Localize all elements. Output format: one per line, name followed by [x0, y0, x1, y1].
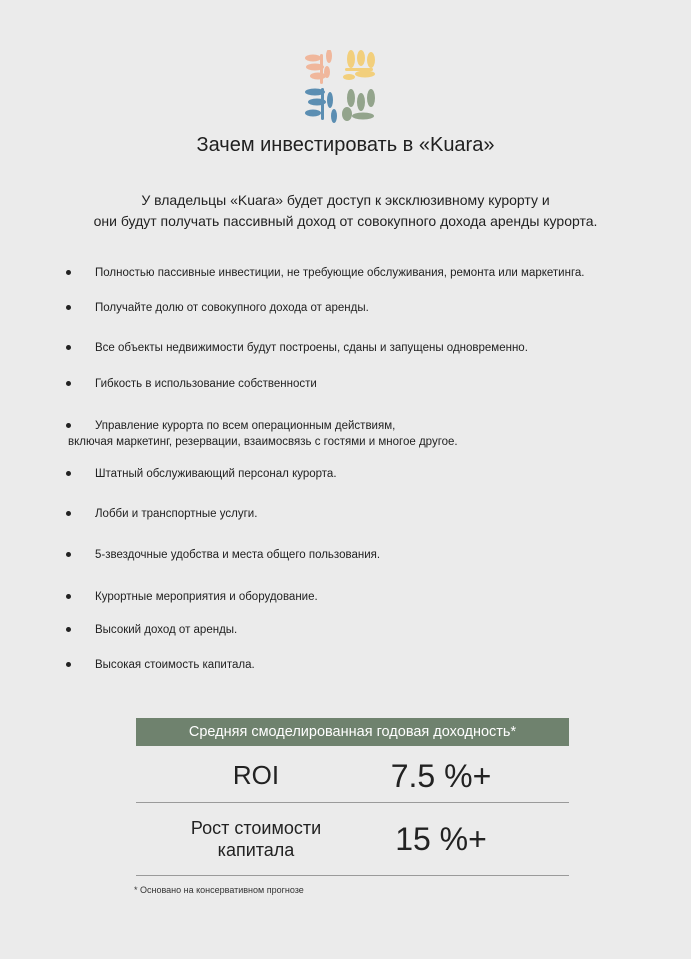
bullet-dot-icon — [66, 423, 71, 428]
capital-growth-label — [136, 817, 376, 861]
intro-text — [0, 190, 691, 232]
bullet-dot-icon — [66, 627, 71, 632]
kuara-logo-icon — [305, 50, 377, 124]
bullet-dot-icon — [66, 345, 71, 350]
bullet-dot-icon — [66, 552, 71, 557]
list-item-text — [68, 418, 458, 450]
intro-line-2: они будут получать пассивный доход от совокупного дохода аренды курорта. — [93, 213, 598, 229]
list-item-text-line-2: включая маркетинг, резервации, взаимосвязь с гостями и многое другое. — [68, 436, 458, 448]
list-item-text: Лобби и транспортные услуги. — [95, 508, 258, 520]
list-item-text: Штатный обслуживающий персонал курорта. — [95, 468, 337, 480]
list-item-text: Высокий доход от аренды. — [95, 624, 238, 636]
list-item-text: Гибкость в использование собственности — [95, 378, 317, 390]
returns-table — [136, 718, 569, 876]
intro-prefix: У владельцы — [141, 192, 231, 208]
capital-growth-value: 15 %+ — [395, 821, 487, 857]
bullet-dot-icon — [66, 305, 71, 310]
roi-value: 7.5 %+ — [390, 758, 492, 794]
intro-brand: «Kuara» — [230, 192, 284, 208]
intro-line-1-suffix: будет доступ к эксклюзивному курорту и — [283, 192, 550, 208]
list-item-text: 5-звездочные удобства и места общего пользования. — [95, 549, 381, 561]
intro-line-1 — [0, 190, 691, 211]
bullet-dot-icon — [66, 381, 71, 386]
list-item-text: Курортные мероприятия и оборудование. — [95, 591, 318, 603]
table-row-capital-growth — [136, 803, 569, 876]
list-item-text: Полностью пассивные инвестиции, не требующие обслуживания, ремонта или маркетинга. — [95, 267, 585, 279]
table-row-roi — [136, 746, 569, 803]
bullet-dot-icon — [66, 662, 71, 667]
bullet-dot-icon — [66, 270, 71, 275]
list-item-text: Все объекты недвижимости будут построены, сданы и запущены одновременно. — [95, 342, 528, 354]
list-item-text-line-1: Управление курорта по всем операционным действиям, — [95, 420, 396, 432]
bullet-dot-icon — [66, 511, 71, 516]
bullet-dot-icon — [66, 594, 71, 599]
roi-label: ROI — [232, 760, 280, 790]
list-item-text: Получайте долю от совокупного дохода от аренды. — [95, 302, 369, 314]
bullet-dot-icon — [66, 471, 71, 476]
footnote: * Основано на консервативном прогнозе — [134, 885, 304, 895]
capital-growth-label-line-1: Рост стоимости — [190, 818, 322, 838]
page-title: Зачем инвестировать в «Kuara» — [196, 134, 495, 156]
returns-table-header: Средняя смоделированная годовая доходность* — [136, 718, 569, 746]
capital-growth-label-line-2: капитала — [217, 840, 295, 860]
list-item-text: Высокая стоимость капитала. — [95, 659, 255, 671]
